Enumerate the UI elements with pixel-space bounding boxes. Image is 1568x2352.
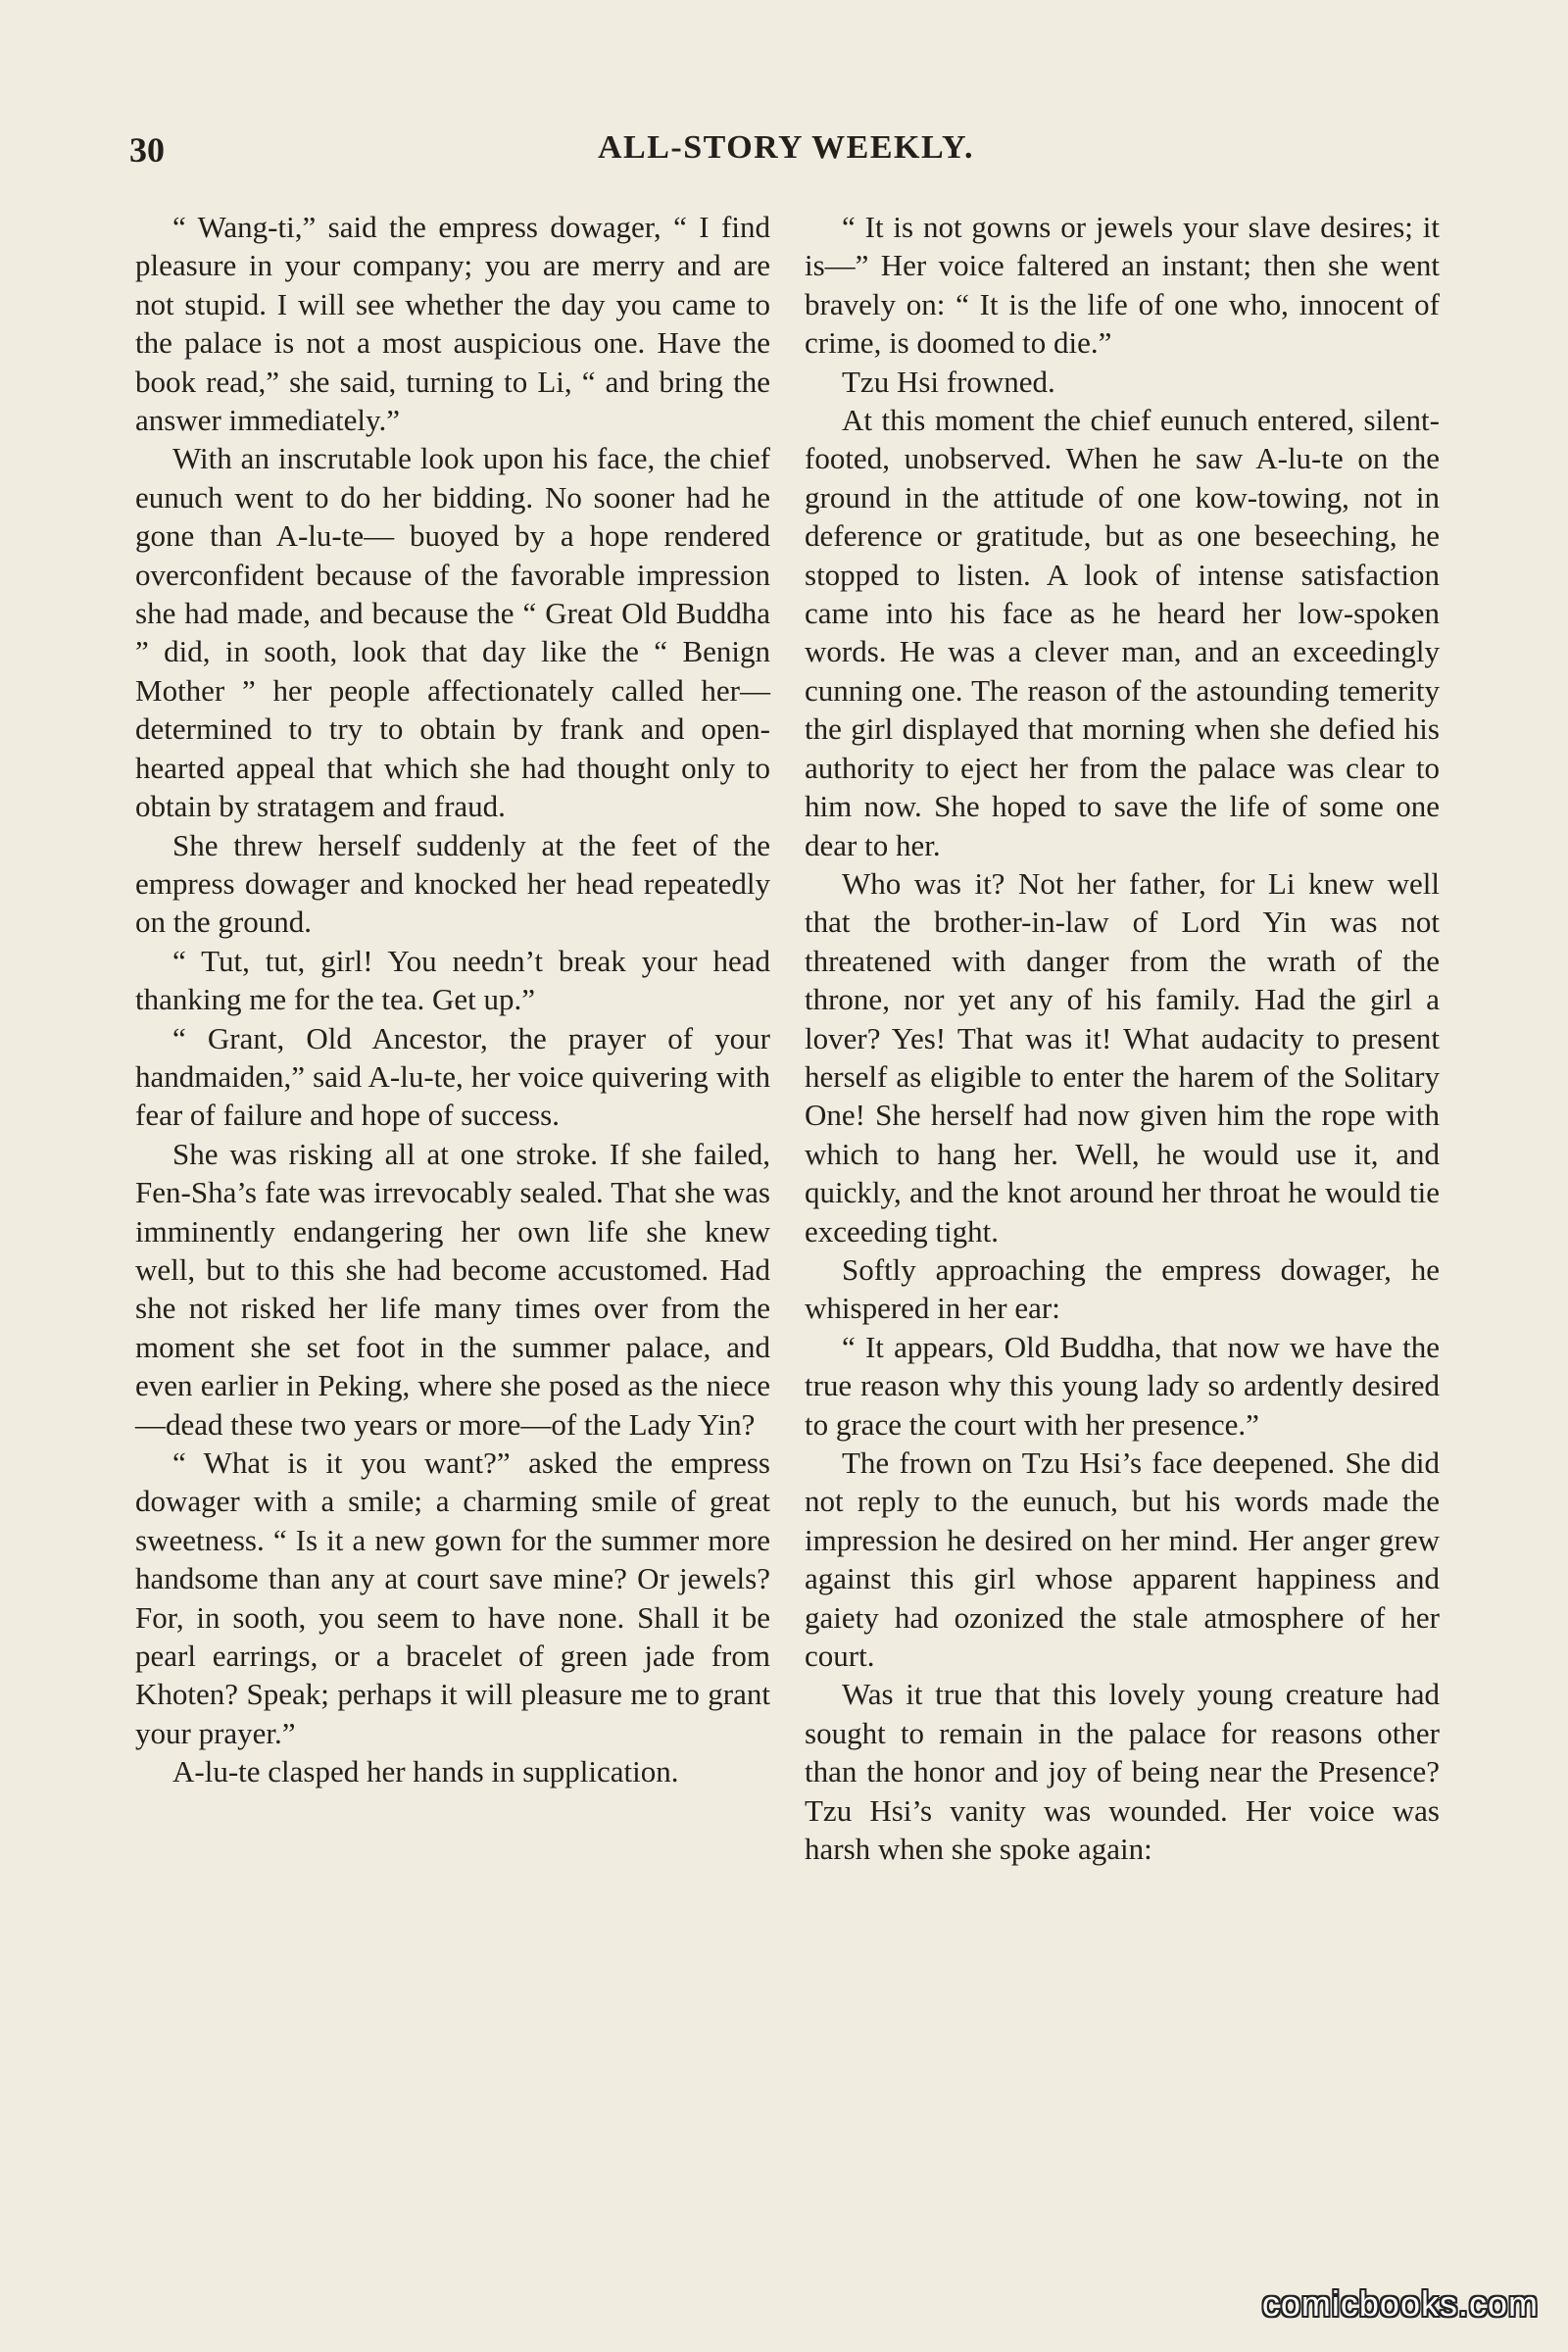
paragraph: “ It is not gowns or jewels your slave desires; it is—” Her voice faltered an instant; then she went bravely on: “ It is the life of one who, innocent of crime, is doomed to die.” [805,210,1440,361]
paragraph: She threw herself suddenly at the feet of the empress dowager and knocked her head repeatedly on the ground. [135,827,770,940]
right-column [805,208,1440,1868]
watermark: comicbooks.com [1261,2283,1539,2324]
paragraph: “ Wang-ti,” said the empress dowager, “ I find pleasure in your company; you are merry and are not stupid. I will see whether the day you came to the palace is not a most auspicious one. Have the book read,” she said, turning to Li, “ and bring the answer immediately.” [135,210,770,438]
paragraph: The frown on Tzu Hsi’s face deepened. She did not reply to the eunuch, but his words made the impression he desired on her mind. Her anger grew against this girl whose apparent happiness and gaiety had ozonized the stale atmosphere of her court. [805,1446,1440,1674]
paragraph: Was it true that this lovely young creature had sought to remain in the palace for reasons other than the honor and joy of being near the Presence? Tzu Hsi’s vanity was wounded. Her voice was harsh when she spoke again: [805,1677,1440,1867]
running-title: ALL-STORY WEEKLY. [598,129,974,166]
paragraph: Who was it? Not her father, for Li knew well that the brother-in-law of Lord Yin was not threatened with danger from the wrath of the throne, nor yet any of his family. Had the girl a lover? Yes! That was it! What audacity to present herself as eligible to enter the harem of the Solitary One! She herself had now given him the rope with which to hang her. Well, he would use it, and quickly, and the knot around her throat he would tie exceeding tight. [805,865,1440,1249]
paragraph: With an inscrutable look upon his face, the chief eunuch went to do her bidding. No sooner had he gone than A-lu-te— buoyed by a hope rendered overconfident because of the favorable impression she had made, and because the “ Great Old Buddha ” did, in sooth, look that day like the “ Benign Mother ” her people affectionately called her—determined to try to obtain by frank and open-hearted appeal that which she had thought only to obtain by stratagem and fraud. [135,441,770,824]
paragraph: “ It appears, Old Buddha, that now we have the true reason why this young lady so ardently desired to grace the court with her presence.” [805,1329,1440,1442]
left-column [135,208,770,1791]
paragraph: At this moment the chief eunuch entered, silent-footed, unobserved. When he saw A-lu-te on the ground in the attitude of one kow-towing, not in deference or gratitude, but as one beseeching, he stopped to listen. A look of intense satisfaction came into his face as he heard her low-spoken words. He was a clever man, and an exceedingly cunning one. The reason of the astounding temerity the girl displayed that morning when she defied his authority to eject her from the palace was clear to him now. She hoped to save the life of some one dear to her. [805,403,1440,862]
paragraph: A-lu-te clasped her hands in supplication. [172,1754,679,1789]
page-number: 30 [129,130,165,170]
paragraph: “ Grant, Old Ancestor, the prayer of your handmaiden,” said A-lu-te, her voice quivering with fear of failure and hope of success. [135,1020,770,1133]
page-header [129,129,1443,188]
paragraph: Tzu Hsi frowned. [842,364,1055,399]
paragraph: “ What is it you want?” asked the empress dowager with a smile; a charming smile of great sweetness. “ Is it a new gown for the summer more handsome than any at court save mine? Or jewels? For, in sooth, you seem to have none. Shall it be pearl earrings, or a bracelet of green jade from Khoten? Speak; perhaps it will pleasure me to grant your prayer.” [135,1446,770,1750]
paragraph: She was risking all at one stroke. If she failed, Fen-Sha’s fate was irrevocably sealed. That she was imminently endangering her own life she knew well, but to this she had become accustomed. Had she not risked her life many times over from the moment she set foot in the summer palace, and even earlier in Peking, where she posed as the niece—dead these two years or more—of the Lady Yin? [135,1136,770,1442]
paragraph: “ Tut, tut, girl! You needn’t break your head thanking me for the tea. Get up.” [135,943,770,1017]
paragraph: Softly approaching the empress dowager, he whispered in her ear: [805,1251,1440,1326]
